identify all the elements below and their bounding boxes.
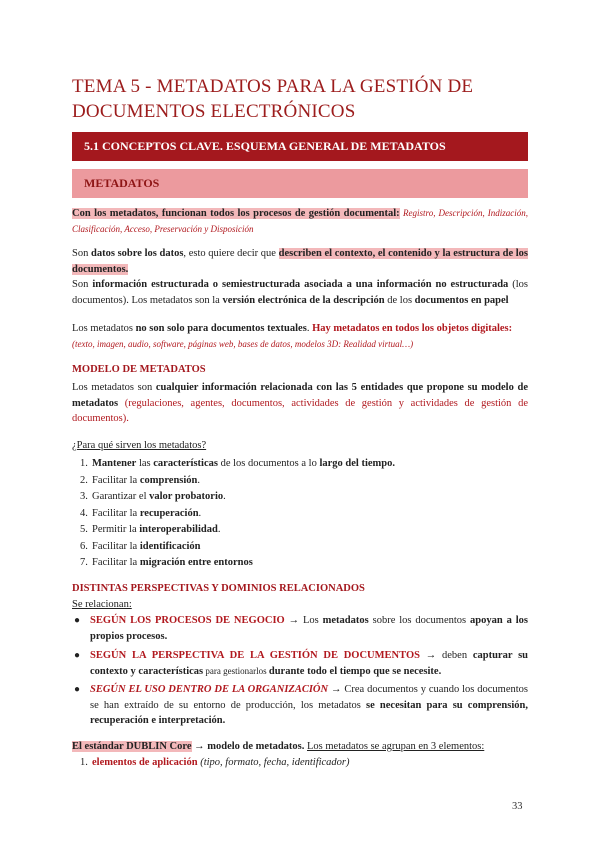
list-number: 1. [80, 757, 88, 768]
list-item [72, 755, 528, 772]
text-run: Son [72, 248, 92, 259]
text-run: metadatos [322, 615, 369, 626]
text-run: capturar su contexto y características [90, 650, 529, 677]
text-run: Los metadatos se agrupan en 3 elementos: [307, 741, 485, 752]
structured-info: información estructurada o semiestructurada asociada a una información no estructurada [92, 279, 509, 290]
paragraph-dublin [72, 739, 528, 755]
text-run: → [191, 741, 208, 752]
entities-list: (regulaciones, agentes, documentos, actividades de gestión y actividades de gestión de documentos). [72, 397, 528, 424]
dublin-list [72, 755, 528, 772]
text-run: (tipo, formato, fecha, identificador) [197, 757, 350, 768]
object-types: (texto, imagen, audio, software, páginas web, bases de datos, modelos 3D: Realidad virtual…) [72, 338, 414, 349]
paper-docs: documentos en papel [414, 294, 509, 306]
text-run: durante todo el tiempo que se necesite. [268, 665, 442, 677]
text-run: . [198, 507, 202, 519]
list-item [72, 555, 528, 572]
bullet-item [74, 648, 529, 679]
text-run: . [217, 524, 221, 535]
list-number: 3. [80, 491, 88, 502]
text-run: elementos de aplicación [92, 757, 198, 768]
text-run: Facilitar la [92, 507, 140, 519]
describe-highlight: describen el contexto, el contenido y la estructura de los documentos. [72, 248, 529, 275]
text-run: características [153, 458, 218, 469]
text-run: Permitir la [92, 524, 140, 535]
page-number: 33 [512, 801, 523, 812]
text-run: Facilitar la [92, 540, 140, 552]
text-run: identificación [139, 540, 201, 552]
text-run: Mantener [92, 458, 137, 469]
text-run: largo del tiempo. [319, 458, 395, 469]
text-run: migración entre entornos [139, 557, 253, 568]
text-run: → Los [284, 615, 323, 626]
list-number: 2. [80, 474, 88, 486]
text-run: . [223, 491, 226, 502]
text-run: sobre los documentos [368, 615, 471, 626]
list-number: 7. [80, 557, 88, 568]
text-run: Los metadatos [72, 323, 136, 334]
list-number: 4. [80, 507, 88, 519]
list-item [72, 506, 528, 523]
bullet-dot-icon: ● [74, 650, 81, 661]
electronic-version: versión electrónica de la descripción [222, 294, 385, 306]
list-item [72, 539, 528, 556]
paragraph-structured [72, 277, 528, 308]
bullet-dot-icon: ● [74, 615, 81, 626]
list-number: 6. [80, 540, 88, 552]
processes-list: Registro, Descripción, Indización, Clasificación, Acceso, Preservación y Disposición [72, 208, 528, 234]
text-run: Facilitar la [92, 474, 140, 486]
list-number: 1. [80, 458, 88, 469]
text-run: Garantizar el [92, 491, 150, 502]
uses-list [72, 456, 528, 572]
text-run: . [197, 474, 201, 486]
relacionan-label: Se relacionan: [72, 599, 132, 610]
list-item [72, 473, 528, 490]
section-band: 5.1 CONCEPTOS CLAVE. ESQUEMA GENERAL DE METADATOS [72, 132, 528, 161]
heading-perspectivas: DISTINTAS PERSPECTIVAS Y DOMINIOS RELACIONADOS [72, 583, 365, 594]
text-run: modelo de metadatos. [207, 741, 305, 752]
bullet-item [74, 613, 528, 644]
text-run: → deben [419, 650, 473, 661]
not-only-text: no son solo para documentos textuales [135, 323, 307, 334]
dublin-core: El estándar DUBLIN Core [72, 741, 192, 752]
text-run: → Crea documentos y cuando los documentos se han extraído de su entorno de producción, los metadatos [90, 684, 528, 711]
bullet-item [74, 682, 528, 729]
text-run: SEGÚN EL USO DENTRO DE LA ORGANIZACIÓN [90, 684, 329, 695]
heading-modelo: MODELO DE METADATOS [72, 364, 206, 375]
text-run: SEGÚN LOS PROCESOS DE NEGOCIO [90, 615, 285, 626]
bullet-dot-icon: ● [74, 684, 81, 695]
text-run: de los documentos a lo [217, 458, 320, 469]
text-run: Facilitar la [92, 557, 140, 568]
text-run: (los documentos). Los metadatos son la [72, 279, 529, 306]
page-title: TEMA 5 - METADATOS PARA LA GESTIÓN DE DOCUMENTOS ELECTRÓNICOS [72, 76, 474, 122]
list-number: 5. [80, 524, 88, 535]
text-run: apoyan a los propios procesos. [90, 615, 528, 642]
text-run: Los metadatos son [72, 382, 156, 393]
datos-sobre-datos: datos sobre los datos [91, 248, 184, 259]
paragraph-definition [72, 246, 528, 277]
all-digital-objects: Hay metadatos en todos los objetos digitales: [312, 323, 513, 334]
text-run: comprensión [139, 474, 198, 486]
text-run: las [136, 458, 154, 469]
list-item [72, 522, 528, 539]
text-run: , esto quiere decir que [183, 248, 279, 259]
paragraph-modelo [72, 380, 528, 427]
question-heading: ¿Para qué sirven los metadatos? [72, 440, 207, 451]
text-run: SEGÚN LA PERSPECTIVA DE LA GESTIÓN DE DOCUMENTOS [90, 650, 420, 661]
text-run: Son [72, 279, 93, 290]
text-run: valor probatorio [149, 491, 224, 502]
list-item [72, 489, 528, 506]
paragraph-digital-objects [72, 321, 528, 352]
list-item [72, 456, 528, 473]
text-run: de los [384, 294, 415, 306]
text-run: recuperación [139, 507, 199, 519]
text-run: se necesitan para su comprensión, recuperación e interpretación. [90, 699, 528, 726]
processes-lead: Con los metadatos, funcionan todos los procesos de gestión documental: [72, 208, 400, 219]
paragraph-processes [72, 206, 528, 237]
text-run: interoperabilidad [139, 524, 218, 535]
five-entities: cualquier información relacionada con las 5 entidades que propone su modelo de metadatos [72, 382, 529, 409]
text-run: . [306, 323, 313, 334]
text-run: para gestionarlos [203, 665, 269, 676]
subsection-band: METADATOS [72, 169, 528, 198]
